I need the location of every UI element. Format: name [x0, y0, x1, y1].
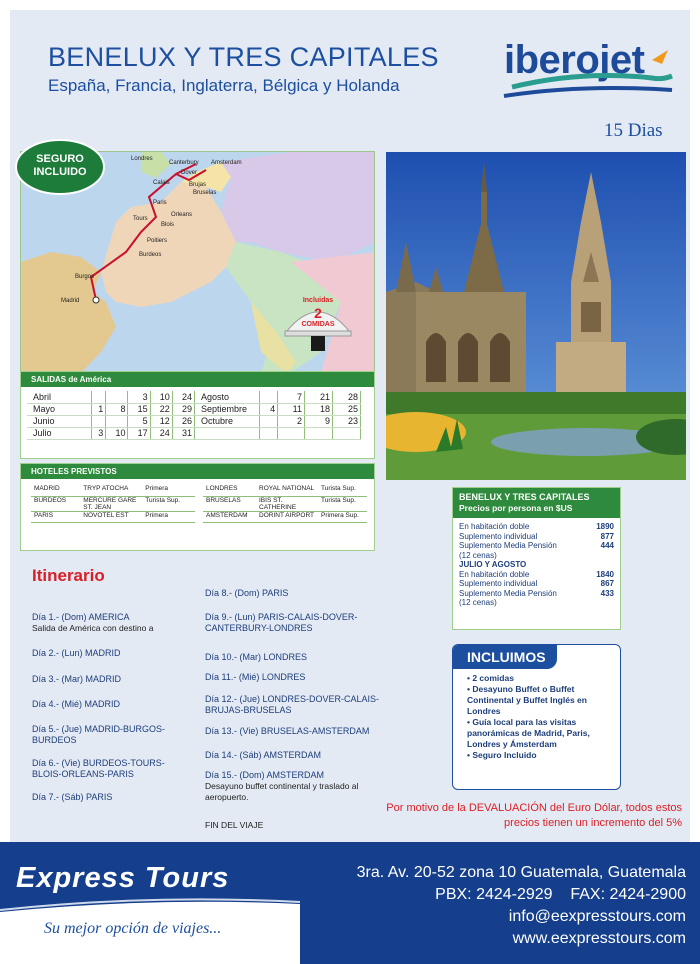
hotel-name: DORINT AIRPORT — [256, 511, 318, 522]
price-value: 867 — [600, 579, 614, 588]
meals-badge-line1: Incluidas — [302, 297, 334, 304]
price-note-1: (12 cenas) — [459, 550, 497, 560]
hotels-table-left — [31, 485, 195, 523]
hotel-category: Turista Sup. — [318, 496, 367, 511]
departure-day — [332, 427, 360, 439]
departure-day: 15 — [128, 403, 150, 415]
departure-day: 9 — [304, 415, 332, 427]
hotel-category: Primera Sup. — [318, 511, 367, 522]
hotel-name: NOVOTEL EST — [80, 511, 142, 522]
cathedral-illustration — [386, 152, 686, 480]
footer-brand: Express Tours — [16, 862, 230, 894]
price-value: 444 — [600, 541, 614, 550]
itinerary-day — [205, 652, 380, 663]
departure-month: Octubre — [195, 415, 259, 427]
departure-day: 28 — [332, 391, 360, 403]
departure-row — [195, 427, 361, 439]
meals-badge-line3: COMIDAS — [301, 321, 335, 328]
include-item: • Desayuno Buffet o Buffet Continental y Buffet Inglés en Londres — [467, 684, 587, 716]
departure-day: 22 — [150, 403, 172, 415]
map-label-burgos: Burgos — [75, 274, 95, 280]
departure-month: Mayo — [27, 403, 91, 415]
itinerary-day — [32, 612, 192, 634]
itinerary-day — [205, 612, 380, 634]
price-row — [453, 541, 620, 551]
departure-row — [195, 391, 361, 403]
itinerary-day-title: Día 4.- (Mié) MADRID — [32, 699, 121, 709]
departure-day: 24 — [150, 427, 172, 439]
departure-day: 12 — [150, 415, 172, 427]
map-label-canterbury: Canterbury — [169, 160, 199, 166]
itinerary-day-detail: Desayuno buffet continental y traslado al aeropuerto. — [205, 781, 359, 802]
include-item: • Guía local para las visitas panorámicas de Madrid, Paris, Londres y Ámsterdam — [467, 717, 590, 749]
itinerary-day — [205, 726, 380, 737]
prices-title: BENELUX Y TRES CAPITALES — [459, 492, 590, 502]
meals-badge — [283, 291, 353, 351]
page-title: BENELUX Y TRES CAPITALES — [48, 42, 439, 72]
departure-row — [27, 391, 195, 403]
map-label-brujas: Brujas — [189, 182, 207, 188]
departure-day: 29 — [172, 403, 194, 415]
departure-row — [195, 403, 361, 415]
departure-day — [259, 427, 278, 439]
departure-month: Abril — [27, 391, 91, 403]
itinerary-day-detail: Salida de América con destino a — [32, 623, 154, 633]
includes-title: INCLUIMOS — [453, 645, 557, 669]
price-label: En habitación doble — [459, 522, 530, 531]
notre-dame-photo — [386, 152, 686, 480]
price-label: En habitación doble — [459, 569, 530, 579]
departure-row — [27, 427, 195, 439]
itinerary-day-title: Día 10.- (Mar) LONDRES — [205, 652, 308, 662]
contact-phones: PBX: 2424-2929 FAX: 2424-2900 — [435, 886, 686, 903]
map-label-poitiers: Poitiers — [147, 238, 168, 244]
contact-info — [357, 862, 686, 950]
price-value: 877 — [600, 531, 614, 541]
hotels-heading: HOTELES PREVISTOS — [21, 464, 374, 479]
logo-swoosh — [502, 42, 677, 102]
contact-website[interactable]: www.eexpresstours.com — [512, 930, 686, 947]
departure-row — [195, 415, 361, 427]
price-label: Suplemento individual — [459, 531, 538, 541]
svg-text:INCLUIDO: INCLUIDO — [33, 166, 87, 178]
footer-slogan: Su mejor opción de viajes... — [44, 920, 222, 937]
departure-day: 25 — [332, 403, 360, 415]
hotels-panel — [20, 463, 375, 551]
departure-day: 17 — [128, 427, 150, 439]
departure-row — [27, 415, 195, 427]
departure-day: 2 — [278, 415, 305, 427]
trip-end-note: FIN DEL VIAJE — [205, 820, 264, 830]
trip-duration: 15 Dias — [604, 120, 663, 141]
departures-table-left — [27, 391, 195, 440]
meals-badge-count: 2 — [314, 305, 322, 321]
departure-day: 23 — [332, 415, 360, 427]
hotel-city: BURDEOS — [31, 496, 80, 511]
itinerary-day — [205, 588, 380, 599]
price-value: 1890 — [596, 522, 614, 531]
departure-day: 8 — [106, 403, 128, 415]
itinerary-day — [32, 699, 192, 710]
footer-swoosh — [0, 842, 320, 964]
hotel-row — [31, 496, 195, 511]
itinerary-day-title: Día 1.- (Dom) AMERICA — [32, 612, 130, 622]
hotel-city: PARIS — [31, 511, 80, 522]
departure-month: Agosto — [195, 391, 259, 403]
departure-day — [91, 415, 106, 427]
contact-email[interactable]: info@eexpresstours.com — [508, 908, 686, 925]
departure-day: 31 — [172, 427, 194, 439]
map-label-paris: Paris — [153, 200, 167, 206]
price-note-2: (12 cenas) — [459, 598, 497, 607]
hotel-name: IBIS ST. CATHERINE — [256, 496, 318, 511]
itinerary-day — [32, 792, 192, 803]
itinerary-day-title: Día 2.- (Lun) MADRID — [32, 648, 121, 658]
hotel-city: BRUSELAS — [203, 496, 256, 511]
brand-logo-text: iberojet — [504, 38, 645, 82]
itinerary-day-title: Día 9.- (Lun) PARIS-CALAIS-DOVER-CANTERBURY-LONDRES — [205, 612, 358, 633]
itinerary-day — [32, 758, 192, 780]
price-row — [453, 570, 620, 580]
departure-month — [195, 427, 259, 439]
include-item: • Seguro Incluido — [467, 750, 537, 760]
includes-list — [453, 669, 620, 761]
include-item: • 2 comidas — [467, 673, 514, 683]
includes-panel — [452, 644, 621, 790]
map-label-tours: Tours — [133, 216, 148, 222]
price-value: 1840 — [596, 569, 614, 579]
hotels-table-right — [203, 485, 367, 523]
contact-address: 3ra. Av. 20-52 zona 10 Guatemala, Guatemala — [356, 864, 686, 881]
map-label-orleans: Orleans — [171, 212, 193, 218]
hotel-name: MERCURE GARE ST. JEAN — [80, 496, 142, 511]
insurance-badge — [14, 138, 106, 196]
itinerary-day — [32, 648, 192, 659]
departure-day: 10 — [150, 391, 172, 403]
price-row — [453, 579, 620, 589]
departure-day — [259, 391, 278, 403]
map-label-londres: Londres — [131, 156, 153, 162]
departure-day — [278, 427, 305, 439]
prices-panel — [452, 487, 621, 630]
itinerary-day-title: Día 3.- (Mar) MADRID — [32, 674, 122, 684]
itinerary-day-title: Día 13.- (Vie) BRUSELAS-AMSTERDAM — [205, 726, 370, 736]
departure-day: 7 — [278, 391, 305, 403]
hotel-category: Turista Sup. — [142, 496, 195, 511]
departure-day — [106, 415, 128, 427]
hotel-row — [203, 511, 367, 522]
page-subtitle: España, Francia, Inglaterra, Bélgica y Holanda — [48, 76, 400, 95]
prices-subtitle: Precios por persona en $US — [459, 503, 573, 513]
itinerary-day-title: Día 8.- (Dom) PARIS — [205, 588, 289, 598]
hotel-category: Turista Sup. — [318, 485, 367, 496]
map-label-burdeos: Burdeos — [139, 252, 162, 258]
hotel-row — [203, 485, 367, 496]
map-label-dover: Dover — [181, 170, 198, 176]
departure-day — [259, 415, 278, 427]
map-label-blois: Blois — [161, 222, 175, 228]
footer — [0, 842, 700, 964]
departure-day: 26 — [172, 415, 194, 427]
hotel-category: Primera — [142, 511, 195, 522]
itinerary-day — [32, 724, 192, 746]
itinerary-day-title: Día 5.- (Jue) MADRID-BURGOS-BURDEOS — [32, 724, 166, 745]
departure-day: 3 — [128, 391, 150, 403]
itinerary-day — [205, 770, 380, 803]
departures-heading: SALIDAS de América — [21, 372, 374, 387]
departure-day: 24 — [172, 391, 194, 403]
price-label: Suplemento Media Pensión — [459, 588, 557, 598]
hotel-row — [31, 511, 195, 522]
hotel-row — [203, 496, 367, 511]
price-notice: Por motivo de la DEVALUACIÓN del Euro Dólar, todos estos precios tienen un incremento del 5% — [386, 802, 682, 829]
departure-row — [27, 403, 195, 415]
hotel-name: ROYAL NATIONAL — [256, 485, 318, 496]
hotel-city: LONDRES — [203, 485, 256, 496]
hotel-category: Primera — [142, 485, 195, 496]
itinerary-day — [205, 672, 380, 683]
departures-table-right — [195, 391, 361, 440]
departure-day: 11 — [278, 403, 305, 415]
departure-day: 18 — [304, 403, 332, 415]
departure-day: 3 — [91, 427, 106, 439]
price-group2-title: JULIO Y AGOSTO — [459, 560, 527, 569]
departure-day: 4 — [259, 403, 278, 415]
departure-day — [106, 391, 128, 403]
price-row — [453, 589, 620, 599]
map-label-bruselas: Bruselas — [193, 190, 217, 196]
departure-month: Septiembre — [195, 403, 259, 415]
departures-panel — [20, 371, 375, 459]
hotel-city: MADRID — [31, 485, 80, 496]
itinerary-day-title: Día 7.- (Sáb) PARIS — [32, 792, 113, 802]
departure-day: 21 — [304, 391, 332, 403]
itinerary-day — [205, 750, 380, 761]
iberojet-logo — [502, 38, 677, 102]
map-label-calais: Calais — [153, 180, 170, 186]
map-label-amsterdam: Amsterdam — [211, 160, 242, 166]
price-value: 433 — [600, 588, 614, 598]
price-label: Suplemento individual — [459, 579, 538, 588]
hotel-city: AMSTERDAM — [203, 511, 256, 522]
price-label: Suplemento Media Pensión — [459, 541, 557, 550]
itinerary-day-title: Día 15.- (Dom) AMSTERDAM — [205, 770, 325, 780]
itinerary-title: Itinerario — [32, 566, 105, 585]
itinerary-day — [32, 674, 192, 685]
departure-day: 1 — [91, 403, 106, 415]
hotel-row — [31, 485, 195, 496]
departure-month: Junio — [27, 415, 91, 427]
departure-day — [304, 427, 332, 439]
map-label-madrid: Madrid — [61, 298, 80, 304]
departure-day — [91, 391, 106, 403]
price-row — [453, 522, 620, 532]
itinerary-day-title: Día 11.- (Mié) LONDRES — [205, 672, 306, 682]
itinerary-day-title: Día 6.- (Vie) BURDEOS-TOURS-BLOIS-ORLEANS-PARIS — [32, 758, 165, 779]
departure-day: 10 — [106, 427, 128, 439]
departure-day: 5 — [128, 415, 150, 427]
departure-month: Julio — [27, 427, 91, 439]
price-row — [453, 532, 620, 542]
itinerary-day-title: Día 12.- (Jue) LONDRES-DOVER-CALAIS-BRUJAS-BRUSELAS — [205, 694, 380, 715]
itinerary-day-title: Día 14.- (Sáb) AMSTERDAM — [205, 750, 322, 760]
hotel-name: TRYP ATOCHA — [80, 485, 142, 496]
svg-text:SEGURO: SEGURO — [36, 153, 84, 165]
itinerary-day — [205, 694, 380, 716]
